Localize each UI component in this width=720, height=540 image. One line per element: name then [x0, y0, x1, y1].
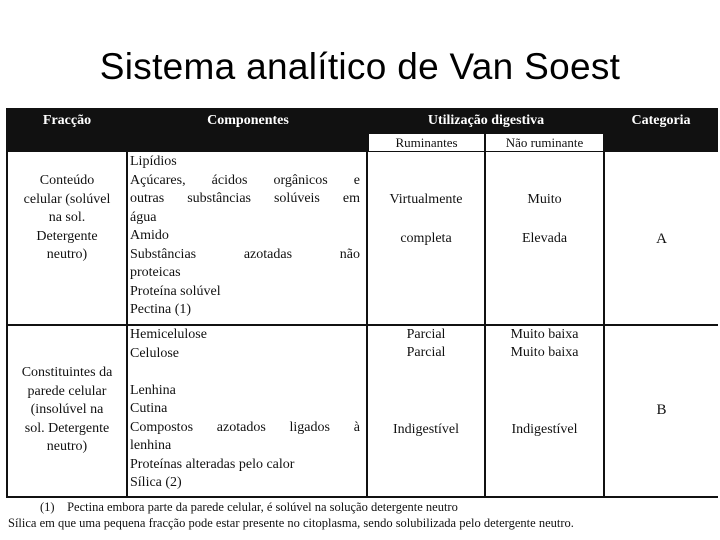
header-fraccao: Fracção	[6, 108, 128, 133]
row1-fraction: Conteúdo celular (solúvel na sol. Detergente neutro)	[23, 173, 111, 262]
footnote-1-marker: (1)	[40, 500, 55, 514]
row1-nao-ruminante-1: Muito	[527, 192, 562, 207]
row2-nao-ruminante-1: Muito baixa	[510, 327, 579, 342]
subheader-nao-ruminante: Não ruminante	[485, 133, 604, 152]
row2-nao-ruminante-2: Muito baixa	[510, 345, 579, 360]
header-fill-left	[6, 133, 368, 152]
footnote-1	[40, 500, 458, 515]
row-divider	[6, 324, 718, 326]
row2-components: Hemicelulose Celulose Lenhina Cutina Compostos azotados ligados à lenhina Proteínas alteradas pelo calor Sílica (2)	[130, 327, 360, 490]
header-categoria: Categoria	[604, 108, 718, 133]
row2-nao-ruminante-3: Indigestível	[511, 422, 578, 437]
row1-nao-ruminante-2: Elevada	[521, 231, 568, 246]
header-utilizacao: Utilização digestiva	[368, 108, 604, 133]
footnote-2: Sílica em que uma pequena fracção pode estar presente no citoplasma, sendo solubilizada pelo detergente neutro.	[8, 516, 574, 530]
subheader-ruminantes: Ruminantes	[368, 133, 485, 152]
header-componentes: Componentes	[128, 108, 368, 133]
slide-title: Sistema analítico de Van Soest	[99, 46, 621, 87]
row2-ruminantes-1: Parcial	[406, 327, 446, 342]
row2-ruminantes-2: Parcial	[406, 345, 446, 360]
row2-fraction: Constituintes da parede celular (insolúvel na sol. Detergente neutro)	[21, 365, 113, 454]
footnote-1-text: Pectina embora parte da parede celular, é solúvel na solução detergente neutro	[67, 500, 458, 514]
row1-components: Lipídios Açúcares, ácidos orgânicos e outras substâncias solúveis em água Amido Substâncias azotadas não proteicas Proteína solúvel Pectina (1)	[130, 154, 360, 317]
row1-ruminantes-2: completa	[400, 231, 452, 246]
row1-categoria: A	[656, 231, 667, 247]
row1-ruminantes-1: Virtualmente	[389, 192, 463, 207]
table-bottom	[6, 496, 718, 498]
row2-ruminantes-3: Indigestível	[392, 422, 460, 437]
row2-categoria: B	[656, 402, 667, 418]
header-fill-right	[604, 133, 718, 152]
van-soest-table	[6, 108, 718, 498]
